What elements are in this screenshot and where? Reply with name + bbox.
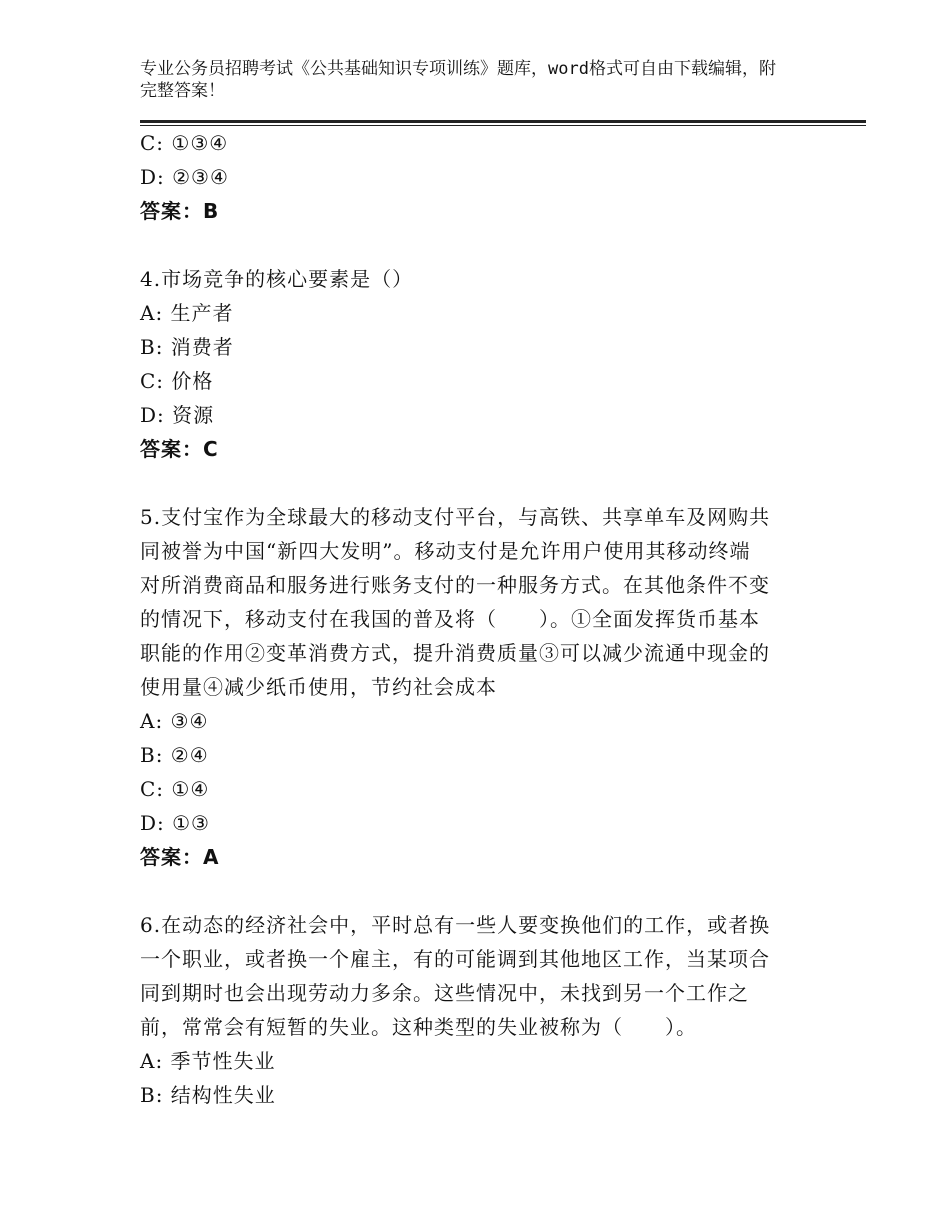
question-stem-line: 使用量④减少纸币使用，节约社会成本 — [140, 675, 497, 699]
option-a: A: 生产者 — [140, 301, 234, 325]
option-c: C: 价格 — [140, 369, 214, 393]
question-5 — [140, 500, 800, 874]
question-stem-line: 5.支付宝作为全球最大的移动支付平台，与高铁、共享单车及网购共 — [140, 505, 771, 529]
header-rule-thick — [140, 120, 866, 123]
option-a: A: 季节性失业 — [140, 1049, 276, 1073]
question-4 — [140, 262, 800, 466]
question-stem-line: 同被誉为中国“新四大发明”。移动支付是允许用户使用其移动终端 — [140, 539, 751, 563]
question-3-tail — [140, 126, 800, 228]
question-stem-line: 同到期时也会出现劳动力多余。这些情况中，未找到另一个工作之 — [140, 981, 749, 1005]
option-c: C: ①③④ — [140, 131, 229, 155]
question-stem-line: 对所消费商品和服务进行账务支付的一种服务方式。在其他条件不变 — [140, 573, 770, 597]
option-b: B: ②④ — [140, 743, 209, 767]
spacer — [140, 874, 800, 908]
answer-label: 答案：B — [140, 199, 220, 223]
page-header: 专业公务员招聘考试《公共基础知识专项训练》题库，word格式可自由下载编辑，附完整答案！ — [140, 59, 776, 101]
question-6 — [140, 908, 800, 1112]
answer-label: 答案：A — [140, 845, 220, 869]
question-stem: 4.市场竞争的核心要素是（） — [140, 267, 414, 291]
option-a: A: ③④ — [140, 709, 209, 733]
question-stem-line: 的情况下，移动支付在我国的普及将（ ）。①全面发挥货币基本 — [140, 607, 760, 631]
spacer — [140, 228, 800, 262]
option-d: D: ①③ — [140, 811, 210, 835]
option-b: B: 消费者 — [140, 335, 234, 359]
option-d: D: ②③④ — [140, 165, 229, 189]
option-c: C: ①④ — [140, 777, 210, 801]
answer-label: 答案：C — [140, 437, 219, 461]
question-stem-line: 6.在动态的经济社会中，平时总有一些人要变换他们的工作，或者换 — [140, 913, 771, 937]
option-d: D: 资源 — [140, 403, 215, 427]
question-stem-line: 前，常常会有短暂的失业。这种类型的失业被称为（ ）。 — [140, 1015, 697, 1039]
spacer — [140, 466, 800, 500]
option-b: B: 结构性失业 — [140, 1083, 276, 1107]
question-stem-line: 一个职业，或者换一个雇主，有的可能调到其他地区工作，当某项合 — [140, 947, 770, 971]
question-stem-line: 职能的作用②变革消费方式，提升消费质量③可以减少流通中现金的 — [140, 641, 770, 665]
question-content — [140, 126, 800, 1112]
